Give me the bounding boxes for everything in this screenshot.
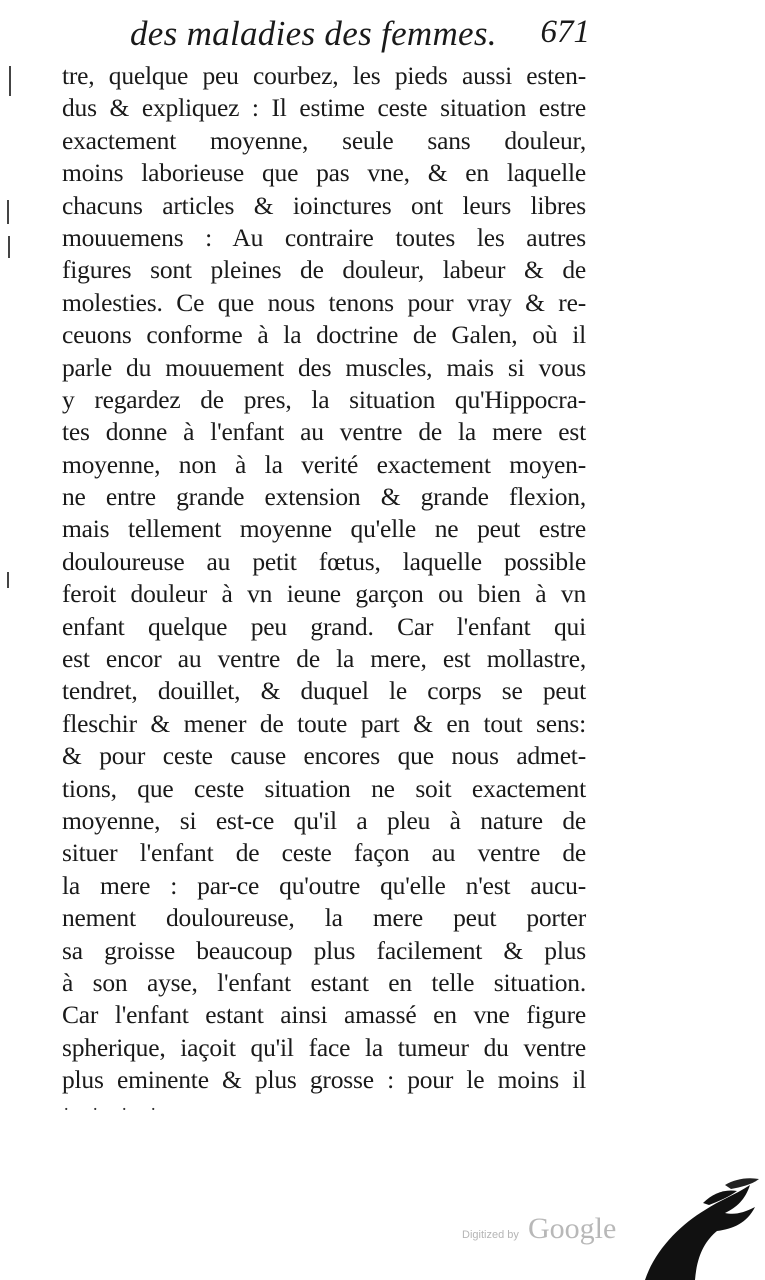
text-line: moins laborieuse que pas vne, & en laquelle — [62, 158, 586, 188]
text-line: feroit douleur à vn ieune garçon ou bien à vn — [62, 579, 586, 609]
text-line: mais tellement moyenne qu'elle ne peut estre — [62, 514, 586, 544]
text-line: tre, quelque peu courbez, les pieds aussi esten- — [62, 61, 586, 90]
digitization-watermark — [462, 1212, 632, 1252]
text-line: dus & expliquez : Il estime ceste situation estre — [62, 93, 586, 123]
page-header — [130, 14, 590, 64]
text-line: spherique, iaçoit qu'il face la tumeur du ventre — [62, 1032, 586, 1062]
running-head: des maladies des femmes. — [130, 14, 497, 53]
text-line: Car l'enfant estant ainsi amassé en vne figure — [62, 1000, 586, 1030]
page-number: 671 — [540, 14, 590, 50]
page-curl-shadow — [625, 1155, 765, 1280]
text-line: chacuns articles & ioinctures ont leurs libres — [62, 190, 586, 220]
text-line: moyenne, non à la verité exactement moyen- — [62, 449, 586, 479]
margin-mark — [9, 66, 11, 96]
text-line: y regardez de pres, la situation qu'Hippocra- — [62, 384, 586, 414]
text-line: tes donne à l'enfant au ventre de la mere est — [62, 417, 586, 447]
text-line: situer l'enfant de ceste façon au ventre de — [62, 838, 586, 868]
text-line: tendret, douillet, & duquel le corps se peut — [62, 676, 586, 706]
text-line: molesties. Ce que nous tenons pour vray & re- — [62, 287, 586, 317]
text-line: & pour ceste cause encores que nous admet- — [62, 741, 586, 771]
body-text — [62, 60, 586, 1097]
text-line: ne entre grande extension & grande flexion, — [62, 482, 586, 512]
margin-mark — [7, 572, 9, 588]
text-line: la mere : par-ce qu'outre qu'elle n'est aucu- — [62, 870, 586, 900]
margin-mark — [8, 236, 10, 258]
text-line: tions, que ceste situation ne soit exactement — [62, 773, 586, 803]
text-line: figures sont pleines de douleur, labeur & de — [62, 255, 586, 285]
text-line: fleschir & mener de toute part & en tout sens: — [62, 708, 586, 738]
margin-mark — [7, 200, 9, 224]
text-line: sa groisse beaucoup plus facilement & plus — [62, 935, 586, 965]
text-line: exactement moyenne, seule sans douleur, — [62, 125, 586, 155]
text-line: nement douloureuse, la mere peut porter — [62, 903, 586, 933]
text-line: moyenne, si est-ce qu'il a pleu à nature de — [62, 805, 586, 835]
google-logo: Google — [528, 1212, 617, 1245]
text-line: ceuons conforme à la doctrine de Galen, où il — [62, 320, 586, 350]
trailing-marks: . . . . — [64, 1094, 166, 1114]
text-line: est encor au ventre de la mere, est mollastre, — [62, 644, 586, 674]
text-line: parle du mouuement des muscles, mais si vous — [62, 352, 586, 382]
text-line: à son ayse, l'enfant estant en telle situation. — [62, 967, 586, 997]
watermark-prefix: Digitized by — [462, 1229, 519, 1241]
text-line: douloureuse au petit fœtus, laquelle possible — [62, 546, 586, 576]
text-line: plus eminente & plus grosse : pour le moins il — [62, 1065, 586, 1095]
text-line: enfant quelque peu grand. Car l'enfant qui — [62, 611, 586, 641]
text-line: mouuemens : Au contraire toutes les autres — [62, 222, 586, 252]
